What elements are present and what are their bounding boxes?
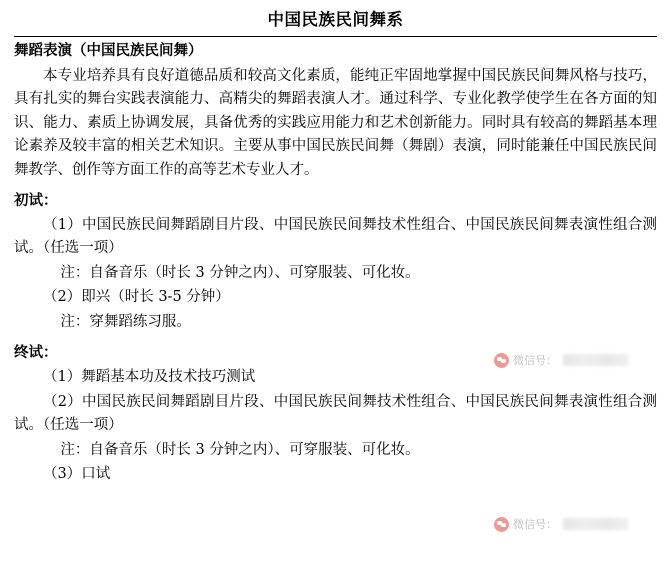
- list-item-note: 注：穿舞蹈练习服。: [60, 313, 191, 330]
- title-divider: [14, 36, 657, 37]
- list-item-note: 注：自备音乐（时长 3 分钟之内）、可穿服装、可化妆。: [60, 441, 420, 458]
- list-item: （1）中国民族民间舞蹈剧目片段、中国民族民间舞技术性组合、中国民族民间舞表演性组合测试。（任选一项）: [14, 216, 657, 257]
- watermark-redaction: [563, 518, 629, 530]
- list-item: （3）口试: [43, 466, 111, 483]
- page-title: 中国民族民间舞系: [267, 10, 404, 29]
- watermark-text: 微信号：: [513, 354, 557, 367]
- watermark-text: 微信号：: [513, 518, 557, 531]
- round-label-final: 终试：: [14, 344, 58, 362]
- list-item: （1）舞蹈基本功及技术技巧测试: [43, 369, 256, 386]
- list-item-note: 注：自备音乐（时长 3 分钟之内）、可穿服装、可化妆。: [60, 264, 420, 281]
- wechat-icon: [494, 517, 509, 532]
- section-heading: 舞蹈表演（中国民族民间舞）: [14, 42, 203, 60]
- watermark: [494, 516, 629, 532]
- round-label-preliminary: 初试：: [14, 192, 58, 210]
- intro-paragraph: 本专业培养具有良好道德品质和较高文化素质，能纯正牢固地掌握中国民族民间舞风格与技巧，具有扎实的舞台实践表演能力、高精尖的舞蹈表演人才。通过科学、专业化教学使学生在各方面的知识、能力、素质上协调发展，具备优秀的实践应用能力和艺术创新能力。同时具有较高的舞蹈基本理论素养及较丰富的相关艺术知识。主要从事中国民族民间舞（舞剧）表演，同时能兼任中国民族民间舞教学、创作等方面工作的高等艺术专业人才。: [14, 67, 657, 178]
- list-item: （2）即兴（时长 3-5 分钟）: [43, 289, 230, 306]
- page-bottom-fade: [0, 553, 671, 565]
- list-item: （2）中国民族民间舞蹈剧目片段、中国民族民间舞技术性组合、中国民族民间舞表演性组合测试。（任选一项）: [14, 393, 657, 434]
